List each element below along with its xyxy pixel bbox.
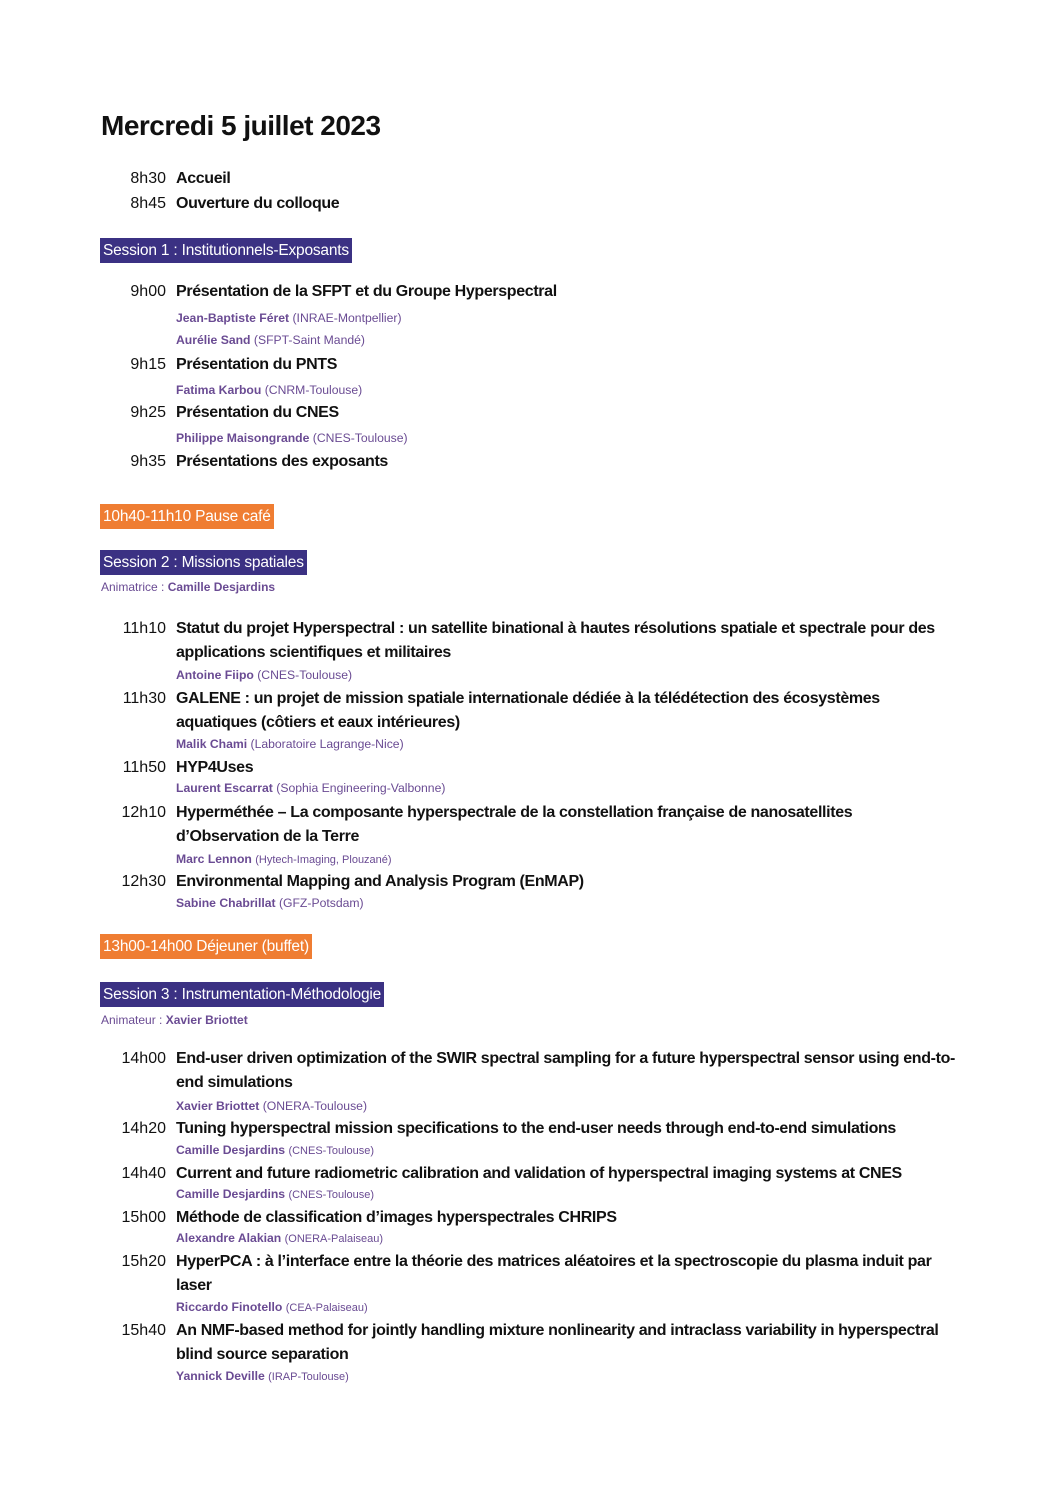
speaker-affiliation: (ONERA-Palaiseau) [284, 1233, 384, 1245]
speaker [176, 852, 392, 866]
time-slot: 11h10 [122, 620, 166, 637]
speaker-affiliation: (SFPT-Saint Mandé) [253, 333, 365, 347]
speaker-affiliation: (INRAE-Montpellier) [292, 311, 402, 325]
talk-title: Statut du projet Hyperspectral : un satellite binational à hautes résolutions spatiale et spectrale pour des applications scientifiques et militaires [176, 620, 935, 661]
moderator-label: Animatrice : [101, 580, 165, 594]
time-slot: 9h00 [130, 283, 166, 300]
speaker-affiliation: (Sophia Engineering-Valbonne) [276, 781, 446, 795]
speaker-name: Riccardo Finotello [176, 1300, 283, 1314]
time-slot: 14h40 [121, 1165, 166, 1182]
talk-title: Présentation du CNES [176, 404, 339, 421]
speaker [176, 311, 402, 325]
time-slot: 8h45 [130, 195, 166, 212]
time-slot: 9h35 [130, 453, 166, 470]
session-moderator [101, 1013, 248, 1027]
moderator-name: Xavier Briottet [165, 1013, 248, 1027]
speaker-name: Camille Desjardins [176, 1143, 286, 1157]
talk-title: Présentations des exposants [176, 453, 388, 470]
time-slot: 12h30 [121, 873, 166, 890]
moderator-name: Camille Desjardins [167, 580, 276, 594]
time-slot: 12h10 [121, 804, 166, 821]
speaker [176, 1143, 374, 1157]
time-slot: 15h40 [121, 1322, 166, 1339]
talk-title: Présentation de la SFPT et du Groupe Hyperspectral [176, 283, 557, 300]
talk-title: HyperPCA : à l’interface entre la théorie des matrices aléatoires et la spectroscopie du plasma induit par laser [176, 1253, 932, 1294]
speaker-name: Laurent Escarrat [176, 781, 273, 795]
speaker-affiliation: (GFZ-Potsdam) [278, 896, 364, 910]
talk-title: Accueil [176, 170, 231, 187]
speaker-affiliation: (CNES-Toulouse) [257, 668, 353, 682]
time-slot: 14h20 [121, 1120, 166, 1137]
session-header: Session 3 : Instrumentation-Méthodologie [100, 982, 384, 1007]
talk-title: End-user driven optimization of the SWIR spectral sampling for a future hyperspectral sensor using end-to-end simulations [176, 1050, 956, 1091]
speaker [176, 781, 445, 795]
break-header: 13h00-14h00 Déjeuner (buffet) [100, 934, 312, 959]
speaker [176, 431, 408, 445]
speaker [176, 1187, 374, 1201]
session-header: Session 1 : Institutionnels-Exposants [100, 238, 352, 263]
talk-title: GALENE : un projet de mission spatiale internationale dédiée à la télédétection des écosystèmes aquatiques (côtiers et eaux intérieures) [176, 690, 880, 731]
speaker-name: Camille Desjardins [176, 1187, 286, 1201]
session-moderator [101, 580, 275, 594]
speaker-affiliation: (IRAP-Toulouse) [268, 1371, 349, 1383]
time-slot: 9h25 [130, 404, 166, 421]
speaker-affiliation: (CNES-Toulouse) [288, 1145, 375, 1157]
time-slot: 9h15 [130, 356, 166, 373]
speaker-name: Philippe Maisongrande [176, 431, 310, 445]
speaker [176, 333, 365, 347]
page-title: Mercredi 5 juillet 2023 [101, 110, 381, 141]
speaker-affiliation: (CNRM-Toulouse) [264, 383, 363, 397]
break-header: 10h40-11h10 Pause café [100, 504, 274, 529]
speaker [176, 1300, 368, 1314]
speaker-name: Jean-Baptiste Féret [176, 311, 290, 325]
speaker-name: Yannick Deville [176, 1369, 265, 1383]
speaker [176, 668, 352, 682]
time-slot: 8h30 [130, 170, 166, 187]
speaker-affiliation: (CEA-Palaiseau) [285, 1302, 368, 1314]
talk-title: Ouverture du colloque [176, 195, 340, 212]
speaker [176, 896, 364, 910]
speaker [176, 1099, 367, 1113]
speaker-name: Antoine Fiipo [176, 668, 254, 682]
speaker-name: Marc Lennon [176, 852, 252, 866]
speaker-name: Aurélie Sand [176, 333, 251, 347]
speaker-name: Sabine Chabrillat [176, 896, 276, 910]
speaker-name: Malik Chami [176, 737, 248, 751]
talk-title: Présentation du PNTS [176, 356, 338, 373]
talk-title: Méthode de classification d’images hyperspectrales CHRIPS [176, 1209, 617, 1226]
speaker-affiliation: (Hytech-Imaging, Plouzané) [255, 854, 392, 866]
talk-title: Environmental Mapping and Analysis Program (EnMAP) [176, 873, 584, 890]
talk-title: Tuning hyperspectral mission specifications to the end-user needs through end-to-end simulations [176, 1120, 896, 1137]
speaker [176, 737, 404, 751]
time-slot: 11h30 [122, 690, 166, 707]
time-slot: 15h20 [121, 1253, 166, 1270]
speaker [176, 383, 362, 397]
talk-title: HYP4Uses [176, 759, 254, 776]
speaker-affiliation: (Laboratoire Lagrange-Nice) [250, 737, 404, 751]
talk-title: An NMF-based method for jointly handling mixture nonlinearity and intraclass variability in hyperspectral blind source separation [176, 1322, 939, 1363]
talk-title: Hyperméthée – La composante hyperspectrale de la constellation française de nanosatellites d’Observation de la Terre [176, 804, 853, 845]
time-slot: 14h00 [121, 1050, 166, 1067]
session-header: Session 2 : Missions spatiales [100, 550, 307, 575]
speaker-name: Xavier Briottet [176, 1099, 260, 1113]
talk-title: Current and future radiometric calibration and validation of hyperspectral imaging systems at CNES [176, 1165, 902, 1182]
moderator-label: Animateur : [101, 1013, 163, 1027]
time-slot: 11h50 [122, 759, 166, 776]
speaker-name: Fatima Karbou [176, 383, 262, 397]
speaker-affiliation: (CNES-Toulouse) [312, 431, 408, 445]
speaker [176, 1369, 349, 1383]
time-slot: 15h00 [121, 1209, 166, 1226]
speaker-name: Alexandre Alakian [176, 1231, 282, 1245]
speaker-affiliation: (ONERA-Toulouse) [262, 1099, 368, 1113]
speaker-affiliation: (CNES-Toulouse) [288, 1189, 375, 1201]
speaker [176, 1231, 383, 1245]
